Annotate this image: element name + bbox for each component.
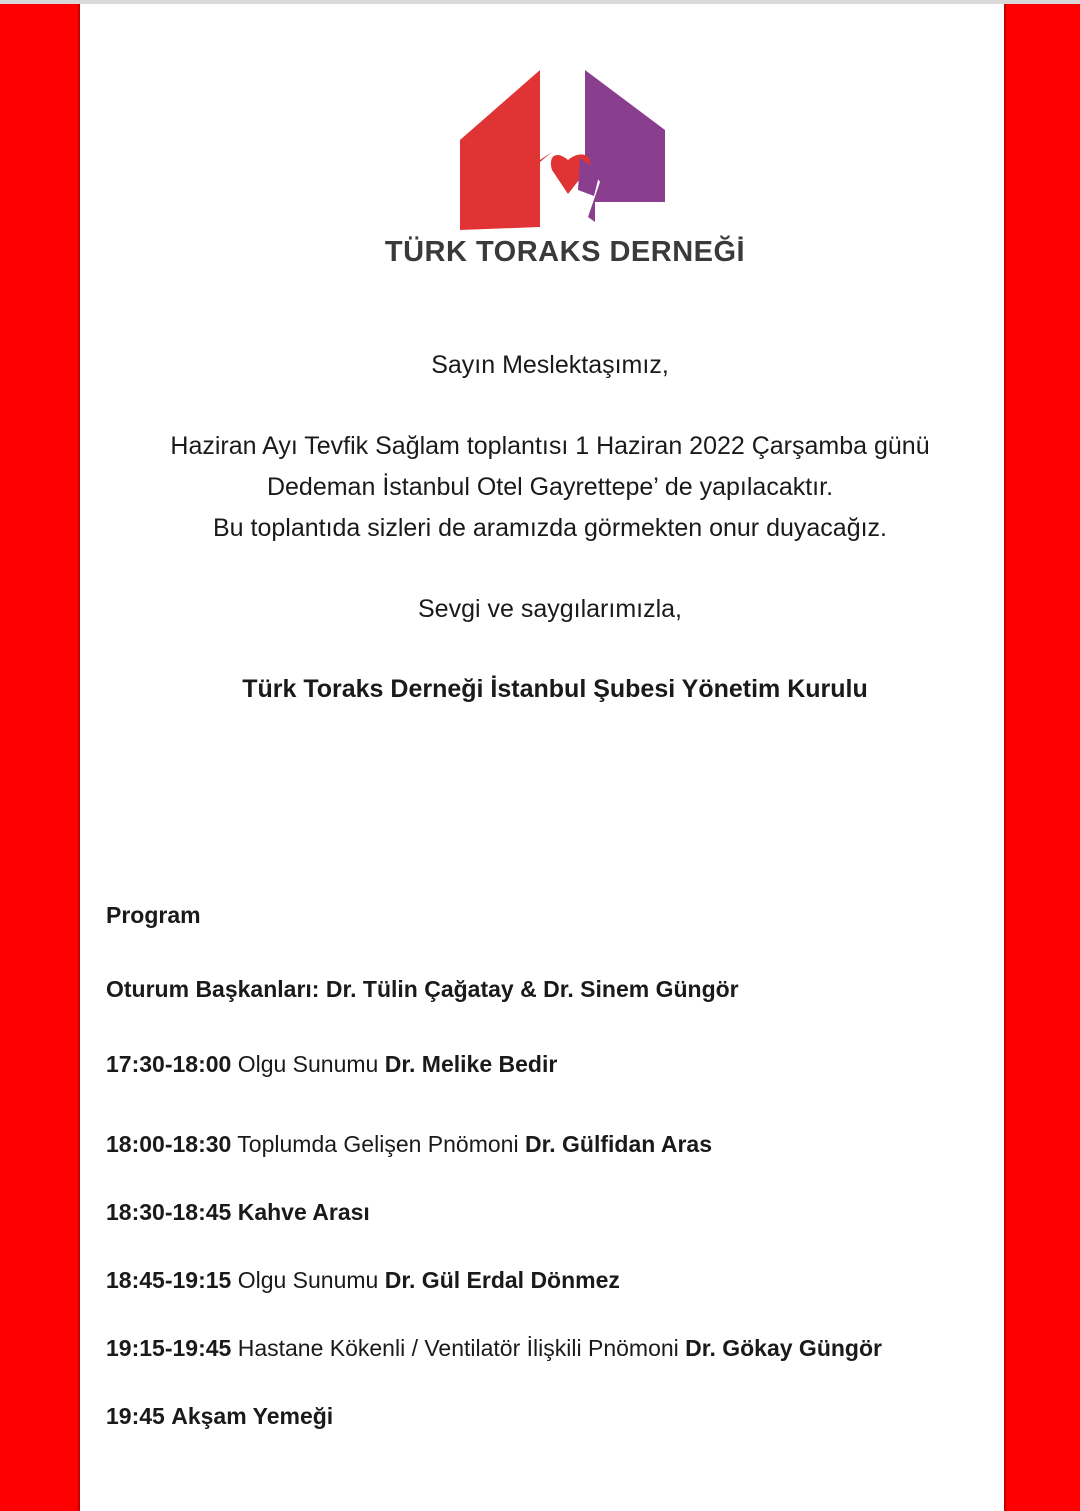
item-title: Kahve Arası [237, 1199, 370, 1225]
right-red-border [1004, 4, 1080, 1511]
item-speaker: Dr. Gül Erdal Dönmez [384, 1267, 620, 1293]
item-title: Olgu Sunumu [237, 1051, 379, 1077]
signature: Türk Toraks Derneği İstanbul Şubesi Yönetim Kurulu [242, 675, 868, 703]
item-time: 18:30-18:45 [106, 1199, 232, 1225]
item-time: 18:45-19:15 [106, 1267, 232, 1293]
item-speaker: Dr. Gökay Güngör [685, 1335, 882, 1361]
logo-red-building [460, 70, 552, 230]
session-chairs: Oturum Başkanları: Dr. Tülin Çağatay & Dr. Sinem Güngör [106, 976, 739, 1002]
item-time: 19:15-19:45 [106, 1335, 232, 1361]
logo-purple-building [585, 70, 665, 222]
program-heading: Program [106, 902, 201, 928]
program-item [106, 1333, 996, 1363]
program-item [106, 1129, 996, 1159]
item-time: 19:45 [106, 1403, 165, 1429]
organization-name: TÜRK TORAKS DERNEĞİ [384, 236, 746, 268]
closing: Sevgi ve saygılarımızla, [418, 595, 682, 623]
salutation: Sayın Meslektaşımız, [431, 351, 669, 379]
program-item [106, 1265, 996, 1295]
program-item [106, 1197, 996, 1227]
program-item [106, 1049, 996, 1079]
body-line-3: Bu toplantıda sizleri de aramızda görmekten onur duyacağız. [213, 514, 887, 542]
item-title: Toplumda Gelişen Pnömoni [237, 1131, 519, 1157]
item-time: 18:00-18:30 [106, 1131, 232, 1157]
item-title: Olgu Sunumu [237, 1267, 379, 1293]
body-line-1: Haziran Ayı Tevfik Sağlam toplantısı 1 Haziran 2022 Çarşamba günü [170, 432, 930, 460]
program-item [106, 1401, 996, 1431]
item-title: Hastane Kökenli / Ventilatör İlişkili Pnömoni [237, 1335, 679, 1361]
item-time: 17:30-18:00 [106, 1051, 232, 1077]
item-title: Akşam Yemeği [171, 1403, 334, 1429]
body-line-2: Dedeman İstanbul Otel Gayrettepe’ de yapılacaktır. [266, 473, 834, 501]
item-speaker: Dr. Gülfidan Aras [524, 1131, 712, 1157]
left-red-border [0, 4, 80, 1511]
top-border [0, 0, 1080, 4]
organization-logo [440, 62, 680, 232]
item-speaker: Dr. Melike Bedir [384, 1051, 558, 1077]
